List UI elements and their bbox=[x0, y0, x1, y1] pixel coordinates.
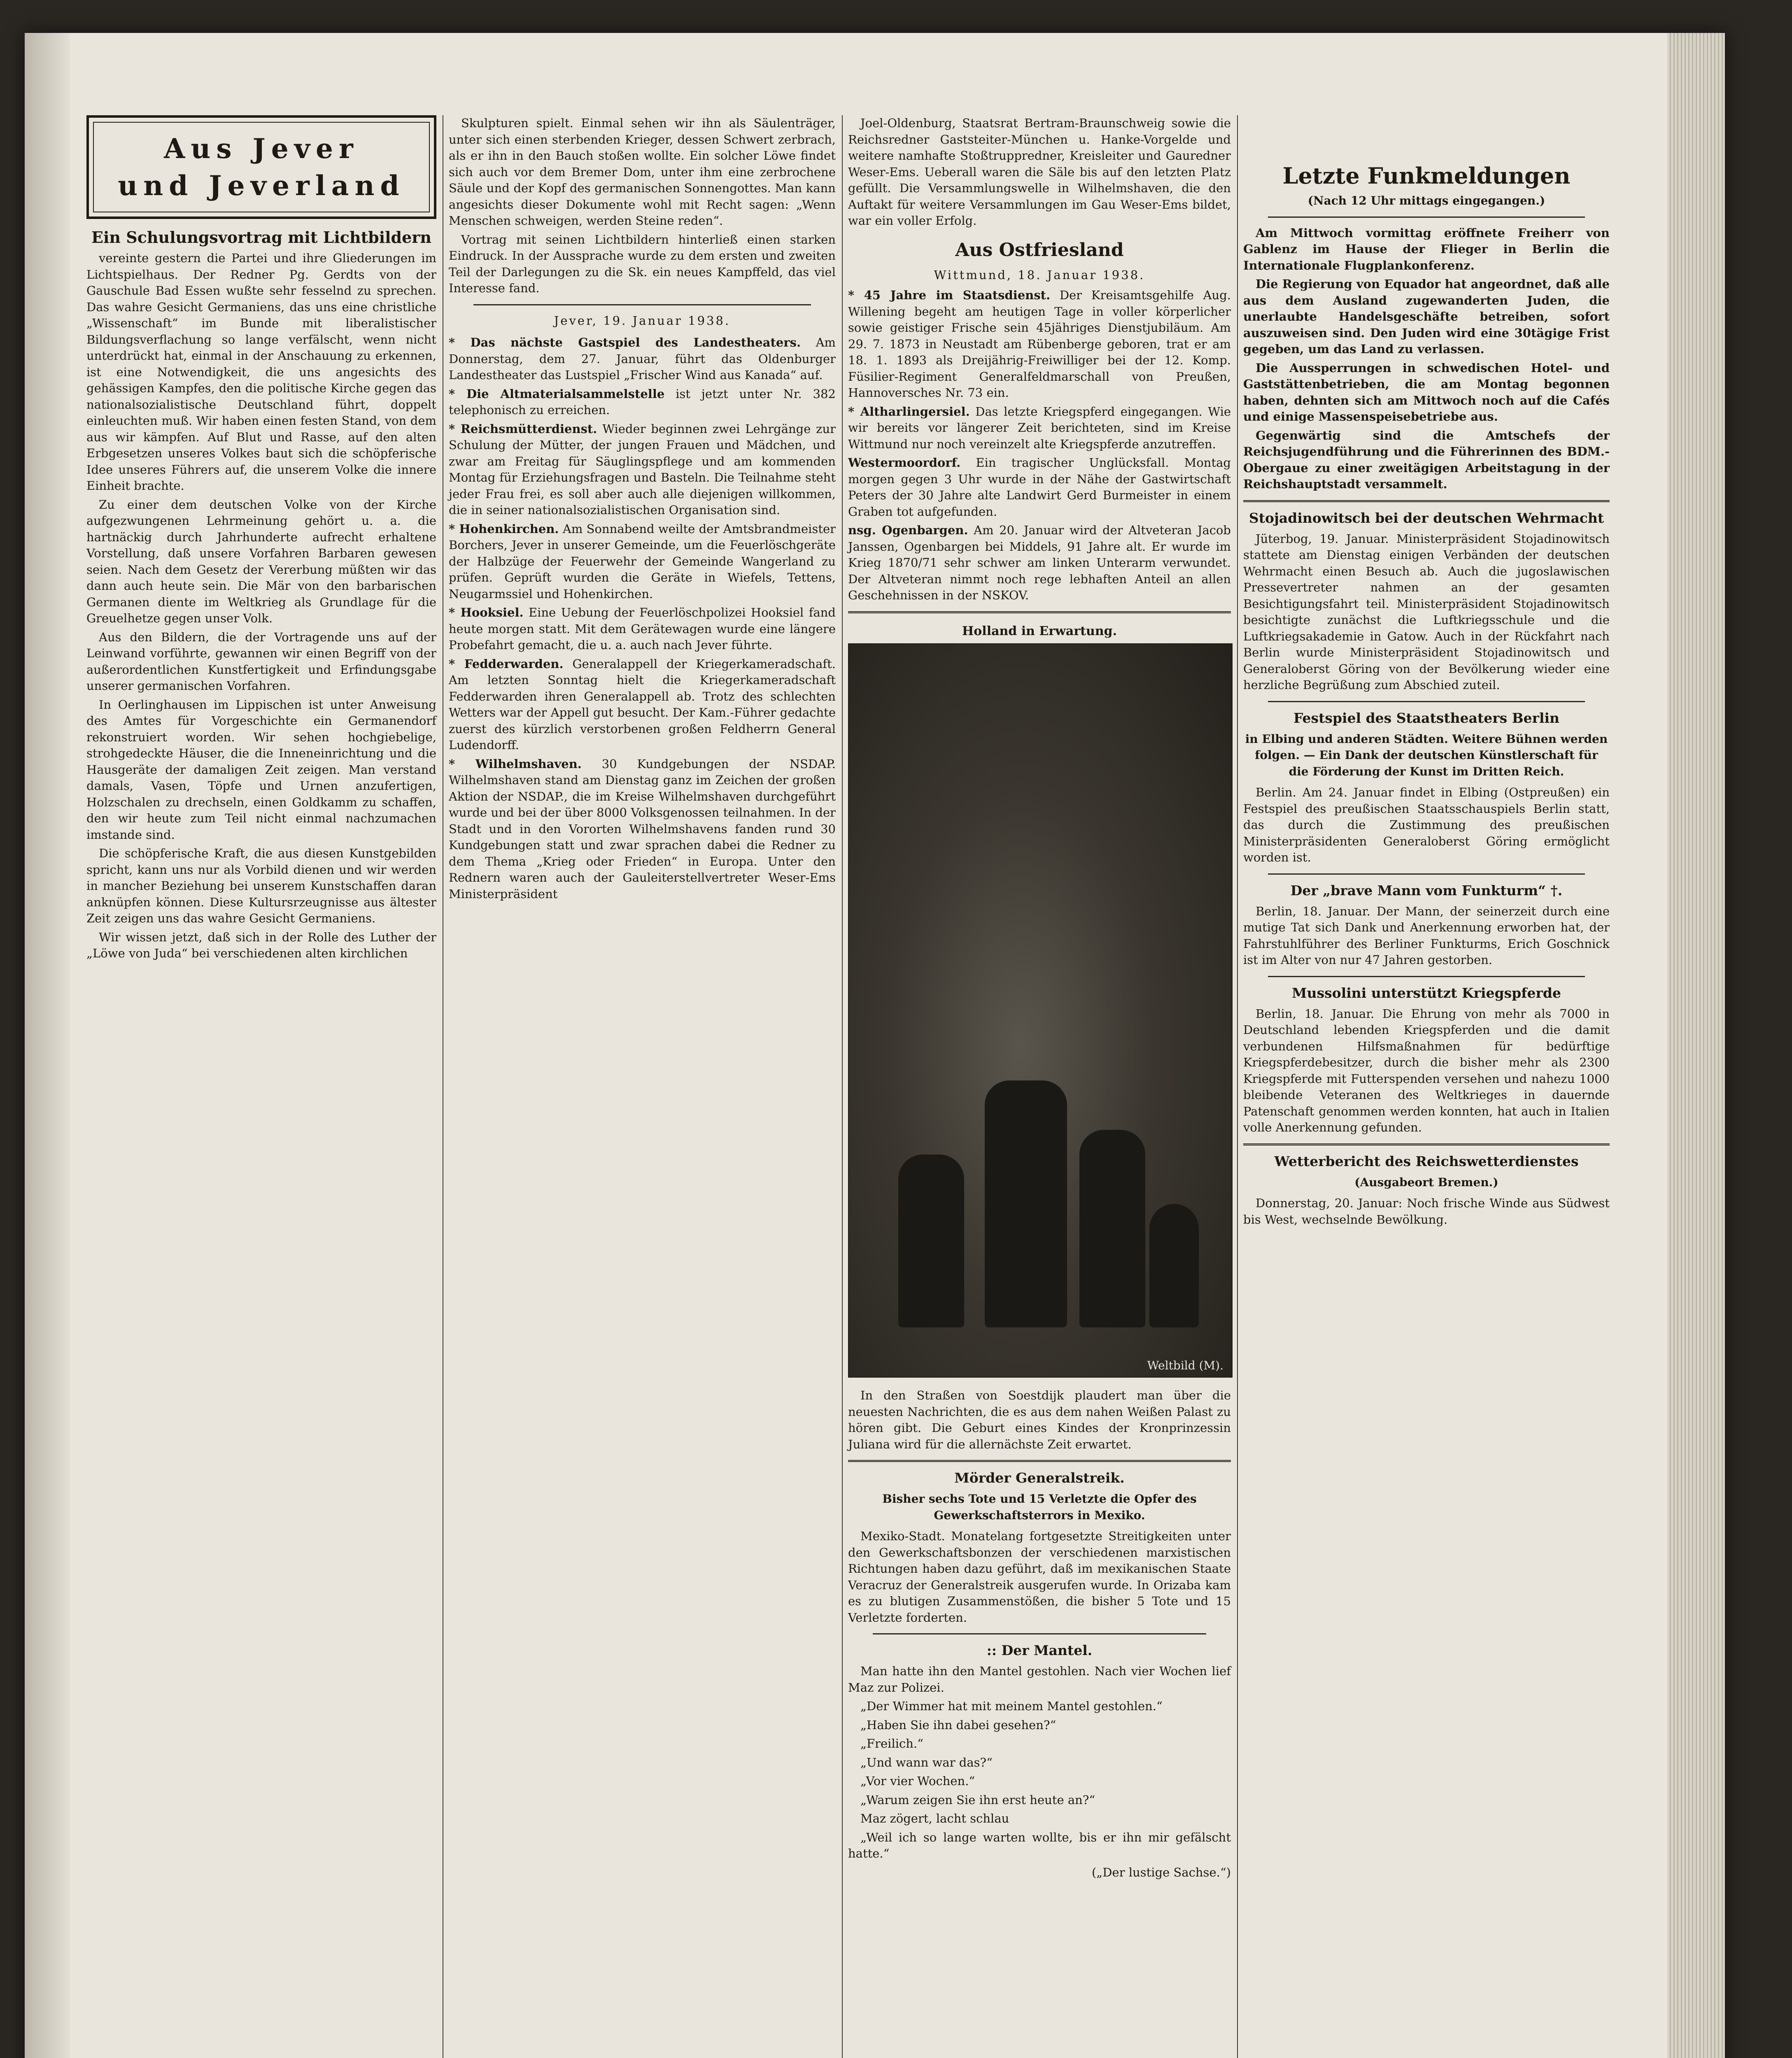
column-rule bbox=[1237, 115, 1238, 2058]
paragraph: Zu einer dem deutschen Volke von der Kirche aufgezwungenen Lehrmeinung gehört u. a. die hartnäckig durch Jahrhunderte aufrecht erhaltene Vorstellung, daß unsere Vorfahren Barbaren gewesen seien. Nach dem Gesetz der Vererbung müßten wir das dann auch heute sein. Die Mär von den barbarischen Germanen diente im Weltkrieg als Grundlage für die Greuelhetze gegen unser Volk. bbox=[86, 497, 436, 625]
item-text: Eine Uebung der Feuerlöschpolizei Hooksiel fand heute morgen statt. Mit dem Gerätewagen wurde eine längere Probefahrt gemacht, die u. a. auch nach Jever führte. bbox=[449, 605, 836, 652]
news-item bbox=[848, 404, 1231, 453]
dialogue-line: „Haben Sie ihn dabei gesehen?“ bbox=[860, 1718, 1056, 1732]
item-text: Am 20. Januar wird der Altveteran Jacob Janssen, Ogenbargen bei Middels, 91 Jahre alt. Er wurde im Krieg 1870/71 sehr schwer am linken Unterarm verwundet. Der Altveteran nimmt noch rege lebhaften Anteil an allen Geschehnissen in der NSKOV. bbox=[848, 523, 1231, 602]
divider bbox=[1268, 217, 1585, 218]
dialogue-line: „Vor vier Wochen.“ bbox=[860, 1774, 975, 1788]
photo-caption: In den Straßen von Soestdijk plaudert man über die neuesten Nachrichten, die es aus dem nahen Weißen Palast zu hören gibt. Die Geburt eines Kindes der Kronprinzessin Juliana wird für die allernächste Zeit erwartet. bbox=[848, 1388, 1231, 1451]
photo-figure bbox=[1149, 1204, 1199, 1327]
item-text: Der Kreisamtsgehilfe Aug. Willening begeht am heutigen Tage in voller körperlicher sowie geistiger Frische sein 45jähriges Dienstjubiläum. Am 29. 7. 1873 in Neustadt am Rübenberge geboren, trat er am 18. 1. 1893 als Dreijährig-Freiwilliger bei der 12. Komp. Füsilier-Regiment Generalfeldmarschall von Preußen, Hannoversches Nr. 73 ein. bbox=[848, 288, 1231, 400]
paragraph: Skulpturen spielt. Einmal sehen wir ihn als Säulenträger, unter sich einen sterbenden Krieger, dessen Schwert zerbrach, als er ihn in den Bauch stoßen wollte. Ein solcher Löwe findet sich auch vor dem Bremer Dom, unter ihm eine zerbrochene Säule und der Kopf des germanischen Sonnengottes. Man kann angesichts dieser Dokumente wohl mit Recht sagen: „Wenn Menschen schweigen, werden Steine reden“. bbox=[449, 116, 836, 228]
column-4 bbox=[1243, 115, 1610, 1230]
dateline-wittmund: Wittmund, 18. Januar 1938. bbox=[934, 268, 1145, 282]
paragraph: Wir wissen jetzt, daß sich in der Rolle des Luther der „Löwe von Juda“ bei verschiedenen alten kirchlichen bbox=[86, 930, 436, 960]
photo-figure bbox=[1079, 1130, 1145, 1327]
paragraph: Aus den Bildern, die der Vortragende uns auf der Leinwand vorführte, gewannen wir einen Begriff von der außerordentlichen Kunstfertigkeit und Erfindungsgabe unserer germanischen Vorfahren. bbox=[86, 630, 436, 693]
headline-funkturm: Der „brave Mann vom Funkturm“ †. bbox=[1290, 882, 1563, 899]
item-text: Am Sonnabend weilte der Amtsbrandmeister Borchers, Jever in unserer Gemeinde, um die Feuerlöschgeräte der Halbzüge der Feuerwehr der Gemeinde Wangerland zu prüfen. Geprüft wurden die Geräte in Wiefels, Tettens, Neugarmssiel und Hohenkirchen. bbox=[449, 521, 836, 601]
item-text: Am Donnerstag, dem 27. Januar, führt das Oldenburger Landestheater das Lustspiel „Frischer Wind aus Kanada“ auf. bbox=[449, 335, 836, 382]
subhead-wetterbericht: (Ausgabeort Bremen.) bbox=[1354, 1175, 1498, 1189]
news-item bbox=[449, 421, 836, 519]
paragraph: Joel-Oldenburg, Staatsrat Bertram-Braunschweig sowie die Reichsredner Gaststeiter-München u. Hanke-Vorgelde und weitere namhafte Stoßtruppredner, Kreisleiter und Gauredner Weser-Ems. Ueberall waren die Säle bis auf den letzten Platz gefüllt. Die Versammlungswelle in Wilhelmshaven, die den Auftakt für weitere Versammlungen im Gau Weser-Ems bildet, war ein voller Erfolg. bbox=[848, 116, 1231, 228]
masthead-line1: Aus Jever bbox=[164, 133, 359, 165]
subhead-funkmeldungen: (Nach 12 Uhr mittags eingegangen.) bbox=[1307, 194, 1545, 207]
photo-title: Holland in Erwartung. bbox=[962, 624, 1117, 638]
newspaper-page bbox=[25, 33, 1725, 2058]
news-item bbox=[449, 605, 836, 654]
paragraph: In Oerlinghausen im Lippischen ist unter Anweisung des Amtes für Vorgeschichte ein Germanendorf rekonstruiert worden. Wir sehen hochgiebelige, strohgedeckte Häuser, die die Inneneinrichtung und die Hausgeräte der damaligen Zeit zeigen. Man verstand damals, Vasen, Töpfe und Urnen anzufertigen, Holzschalen zu drechseln, einen Goldkamm zu schaffen, den wir heute zum Teil nicht einmal nachzumachen imstande sind. bbox=[86, 697, 436, 842]
headline-schulungsvortrag: Ein Schulungsvortrag mit Lichtbildern bbox=[91, 228, 431, 247]
masthead-line2: und Jeverland bbox=[118, 170, 405, 202]
paragraph: vereinte gestern die Partei und ihre Gliederungen im Lichtspielhaus. Der Redner Pg. Gerdts von der Gauschule Bad Essen wußte sehr fesselnd zu sprechen. Das wahre Gesicht Germaniens, das uns eine christliche „Wissenschaft“ im Bunde mit liberalistischer Bildungsverflachung so lange verfälscht, wenn nicht unterdrückt hat, einmal in der Anschauung zu erkennen, ist eine Notwendigkeit, die uns angesichts des gehässigen Kampfes, den die politische Kirche gegen das nationalsozialistische Deutschland führt, doppelt einleuchten muß. Wir haben einen festen Stand, von dem aus wir kämpfen. Auf Blut und Rasse, auf den alten Erbgesetzen unseres Volkes baut sich die schöpferische Idee unseres Führers auf, die unserem Volke die innere Einheit brachte. bbox=[86, 251, 436, 493]
divider bbox=[848, 611, 1231, 613]
item-text: Generalappell der Kriegerkameradschaft. Am letzten Sonntag hielt die Kriegerkameradschaft Fedderwarden ihren Generalappell ab. Trotz des schlechten Wetters war der Appell gut besucht. Der Kam.-Führer gedachte zuerst des kürzlich verstorbenen großen Feldherrn General Ludendorff. bbox=[449, 657, 836, 752]
item-title: * Reichsmütterdienst. bbox=[449, 421, 597, 436]
bulletin: Am Mittwoch vormittag eröffnete Freiherr von Gablenz im Hause der Flieger in Berlin die Internationale Flugplankonferenz. bbox=[1243, 226, 1610, 272]
news-item bbox=[848, 455, 1231, 520]
column-3 bbox=[848, 115, 1231, 1881]
headline-generalstreik: Mörder Generalstreik. bbox=[954, 1470, 1125, 1486]
column-2 bbox=[449, 115, 836, 905]
dialogue-line: „Warum zeigen Sie ihn erst heute an?“ bbox=[860, 1793, 1095, 1807]
item-title: * Die Altmaterialsammelstelle bbox=[449, 386, 665, 401]
headline-mantel: :: Der Mantel. bbox=[986, 1642, 1093, 1658]
divider bbox=[1243, 500, 1610, 502]
divider bbox=[848, 1460, 1231, 1462]
dialogue-line: „Freilich.“ bbox=[860, 1737, 923, 1751]
bulletin: Die Regierung von Equador hat angeordnet, daß alle aus dem Ausland zugewanderten Juden, die unerlaubte Handelsgeschäfte betreiben, sofort auszuweisen sind. Den Juden wird eine 30tägige Frist gegeben, um das Land zu verlassen. bbox=[1243, 277, 1610, 356]
item-text: Das letzte Kriegspferd eingegangen. Wie wir bereits vor längerer Zeit berichteten, sind im Kreise Wittmund nur noch vereinzelt alte Kriegspferde anzutreffen. bbox=[848, 404, 1231, 451]
news-item bbox=[449, 521, 836, 603]
news-item bbox=[449, 656, 836, 754]
news-item bbox=[449, 335, 836, 384]
paragraph: Mexiko-Stadt. Monatelang fortgesetzte Streitigkeiten unter den Gewerkschaftsbonzen der verschiedenen marxistischen Richtungen haben dazu geführt, daß im mexikanischen Staate Veracruz der Generalstreik ausgerufen wurde. In Orizaba kam es zu blutigen Zusammenstößen, die bisher 5 Tote und 15 Verletzte forderten. bbox=[848, 1529, 1231, 1625]
section-masthead bbox=[86, 115, 436, 219]
item-text: Ein tragischer Unglücksfall. Montag morgen gegen 3 Uhr wurde in der Nähe der Gastwirtschaft Peters der 30 Jahre alte Landwirt Gerd Burmeister in einem Graben tot aufgefunden. bbox=[848, 456, 1231, 519]
item-title: * Hohenkirchen. bbox=[449, 521, 559, 536]
item-title: * Altharlingersiel. bbox=[848, 404, 970, 419]
news-item bbox=[449, 386, 836, 419]
headline-wetterbericht: Wetterbericht des Reichswetterdienstes bbox=[1274, 1153, 1579, 1169]
section-title-ostfriesland: Aus Ostfriesland bbox=[955, 239, 1124, 261]
paragraph: Berlin, 18. Januar. Der Mann, der seinerzeit durch eine mutige Tat sich Dank und Anerkennung erworben hat, der Fahrstuhlführer des Berliner Funkturms, Erich Goschnick ist im Alter von nur 47 Jahren gestorben. bbox=[1243, 904, 1610, 967]
item-title: Westermoordorf. bbox=[848, 456, 961, 470]
paragraph: Jüterbog, 19. Januar. Ministerpräsident Stojadinowitsch stattete am Dienstag einigen Verbänden der deutschen Wehrmacht einen Besuch ab. Auch die jugoslawischen Pressevertreter nahmen an der gesamten Besichtigungsfahrt teil. Ministerpräsident Stojadinowitsch besichtigte zunächst die Luftkriegsschule und die Luftkriegsakademie in Gatow. Auch in der Rückfahrt nach Berlin wurde Ministerpräsident Stojadinowitsch und Generaloberst Göring von der Bevölkerung wieder eine herzliche Begrüßung zum Abschied zuteil. bbox=[1243, 531, 1610, 692]
headline-mussolini: Mussolini unterstützt Kriegspferde bbox=[1292, 985, 1561, 1001]
item-title: * Hooksiel. bbox=[449, 605, 524, 619]
paragraph: Berlin, 18. Januar. Die Ehrung von mehr als 7000 in Deutschland lebenden Kriegspferden und die damit verbundenen Hilfsmaßnahmen für bedürftige Kriegspferdebesitzer, durch die bisher mehr als 2300 Kriegspferde mit Futterspenden versehen und nahezu 1000 bleibende Veteranen des Weltkrieges in dauernde Patenschaft genommen werden konnten, hat auch in Italien volle Anerkennung gefunden. bbox=[1243, 1006, 1610, 1134]
bulletin: Gegenwärtig sind die Amtschefs der Reichsjugendführung und die Führerinnen des BDM.-Obergaue zu einer zweitägigen Arbeitstagung in der Reichshauptstadt versammelt. bbox=[1243, 428, 1610, 491]
photo-figure bbox=[898, 1155, 964, 1327]
headline-funkmeldungen: Letzte Funkmeldungen bbox=[1282, 163, 1571, 189]
news-item bbox=[449, 756, 836, 903]
photo-block bbox=[848, 623, 1231, 1378]
subhead-generalstreik: Bisher sechs Tote und 15 Verletzte die Opfer des Gewerkschaftsterrors in Mexiko. bbox=[882, 1492, 1197, 1522]
headline-stojadinowitsch: Stojadinowitsch bei der deutschen Wehrmacht bbox=[1249, 510, 1604, 526]
column-rule bbox=[842, 115, 843, 2058]
bulletin: Die Aussperrungen in schwedischen Hotel- und Gaststättenbetrieben, die am Montag begonnen haben, dehnten sich am Mittwoch noch auf die Cafés und einige Massenspeisebetriebe aus. bbox=[1243, 361, 1610, 424]
headline-festspiel: Festspiel des Staatstheaters Berlin bbox=[1293, 710, 1560, 726]
divider bbox=[1268, 701, 1585, 702]
item-text: 30 Kundgebungen der NSDAP. Wilhelmshaven stand am Dienstag ganz im Zeichen der großen Aktion der NSDAP., die im Kreise Wilhelmshaven durchgeführt wurde und bei der über 8000 Volksgenossen teilnahmen. In der Stadt und in den Vororten Wilhelmshavens fanden rund 30 Kundgebungen statt und zwar sprachen dabei die Redner zu dem Thema „Krieg oder Frieden“ in Europa. Unter den Rednern waren auch der Gauleiterstellvertreter Weser-Ems Ministerpräsident bbox=[449, 757, 836, 901]
dialogue-line: „Weil ich so lange warten wollte, bis er ihn mir gefälscht hatte.“ bbox=[848, 1830, 1231, 1860]
subhead-festspiel: in Elbing und anderen Städten. Weitere Bühnen werden folgen. — Ein Dank der deutschen Künstlerschaft für die Förderung der Kunst im Dritten Reich. bbox=[1245, 732, 1608, 778]
divider bbox=[473, 304, 811, 305]
source-note: („Der lustige Sachse.“) bbox=[1091, 1865, 1231, 1879]
binding-fold bbox=[25, 33, 70, 2058]
photo-figure bbox=[985, 1080, 1067, 1327]
news-photo bbox=[848, 643, 1233, 1378]
page-edge-stack bbox=[1667, 33, 1725, 2058]
dialogue-line: Man hatte ihn den Mantel gestohlen. Nach vier Wochen lief Maz zur Polizei. bbox=[848, 1664, 1231, 1695]
item-title: * 45 Jahre im Staatsdienst. bbox=[848, 288, 1051, 302]
paragraph: Vortrag mit seinen Lichtbildern hinterließ einen starken Eindruck. In der Aussprache wurde zu dem ersten und zweiten Teil der Darlegungen zu die Sk. ein neues Kampffeld, das viel Interesse fand. bbox=[449, 232, 836, 295]
item-text: Wieder beginnen zwei Lehrgänge zur Schulung der Mütter, der jungen Frauen und Mädchen, und zwar am Freitag für Säuglingspflege und am kommenden Montag für Erziehungsfragen und Basteln. Die Teilnahme steht jeder Frau frei, es soll aber auch alle diejenigen willkommen, die in seiner nationalsozialistischen Organisation sind. bbox=[449, 421, 836, 517]
news-item bbox=[848, 522, 1231, 604]
paragraph: Die schöpferische Kraft, die aus diesen Kunstgebilden spricht, kann uns nur als Vorbild dienen und wir werden in mancher Beziehung bei unserem Kunstschaffen daran anknüpfen können. Diese Kultursrzeugnisse aus ältester Zeit zeigen uns das wahre Gesicht Germaniens. bbox=[86, 846, 436, 925]
item-title: * Wilhelmshaven. bbox=[449, 757, 582, 771]
news-item bbox=[848, 287, 1231, 401]
paragraph: Berlin. Am 24. Januar findet in Elbing (Ostpreußen) ein Festspiel des preußischen Staatsschauspiels Berlin statt, das durch die Zustimmung des preußischen Ministerpräsidenten Generaloberst Göring ermöglicht worden ist. bbox=[1243, 785, 1610, 864]
divider bbox=[1268, 976, 1585, 977]
divider bbox=[1268, 873, 1585, 875]
photo-credit: Weltbild (M). bbox=[1147, 1358, 1223, 1372]
divider bbox=[1243, 1143, 1610, 1145]
paragraph: Donnerstag, 20. Januar: Noch frische Winde aus Südwest bis West, wechselnde Bewölkung. bbox=[1243, 1196, 1610, 1227]
item-title: nsg. Ogenbargen. bbox=[848, 523, 968, 537]
item-title: * Das nächste Gastspiel des Landestheaters. bbox=[449, 335, 801, 349]
divider bbox=[873, 1633, 1206, 1634]
dialogue-line: „Und wann war das?“ bbox=[860, 1755, 993, 1769]
dialogue-line: „Der Wimmer hat mit meinem Mantel gestohlen.“ bbox=[860, 1699, 1163, 1713]
item-title: * Fedderwarden. bbox=[449, 657, 564, 671]
column-1 bbox=[86, 115, 436, 964]
dialogue-line: Maz zögert, lacht schlau bbox=[860, 1811, 1009, 1825]
item-text: ist jetzt unter Nr. 382 telephonisch zu erreichen. bbox=[449, 386, 836, 417]
dateline-jever: Jever, 19. Januar 1938. bbox=[554, 313, 731, 328]
